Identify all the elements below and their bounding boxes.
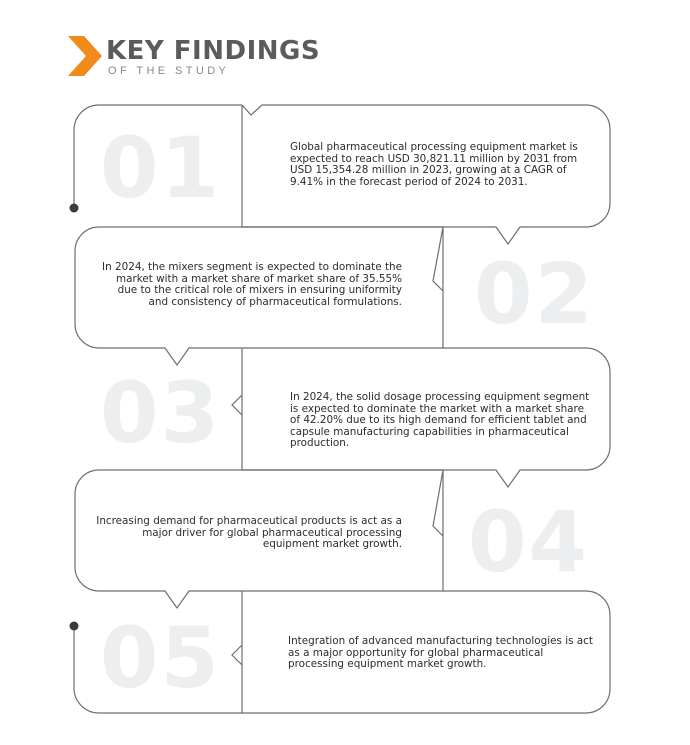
connector-dot-bottom [70,622,79,631]
finding-text-02: In 2024, the mixers segment is expected to dominate the market with a market share of market share of 35.55% due to the critical role of mixers in ensuring uniformity and consistency of pharmaceutical formulations. [102,261,402,308]
finding-number-01: 01 [100,119,221,217]
connector-dot-top [70,204,79,213]
finding-box-03-notch [232,395,242,415]
finding-number-04: 04 [468,493,589,591]
page-title: KEY FINDINGS [106,36,321,66]
page-subtitle: OF THE STUDY [108,65,230,77]
finding-text-03: In 2024, the solid dosage processing equipment segment is expected to dominate the market with a market share of 42.20% due to its high demand for efficient tablet and capsule manufacturing capabilities in pharmaceutical production. [290,391,590,450]
finding-number-05: 05 [100,609,221,707]
finding-box-05-notch [232,645,242,665]
finding-text-05: Integration of advanced manufacturing technologies is act as a major opportunity for global pharmaceutical processing equipment market growth. [288,635,593,671]
finding-number-03: 03 [100,364,221,462]
finding-text-01: Global pharmaceutical processing equipment market is expected to reach USD 30,821.11 million by 2031 from USD 15,354.28 million in 2023, growing at a CAGR of 9.41% in the forecast period of 2024 to 2031. [290,141,578,188]
finding-number-02: 02 [474,245,595,343]
finding-text-04: Increasing demand for pharmaceutical products is act as a major driver for global pharmaceutical processing equipment market growth. [96,515,402,551]
